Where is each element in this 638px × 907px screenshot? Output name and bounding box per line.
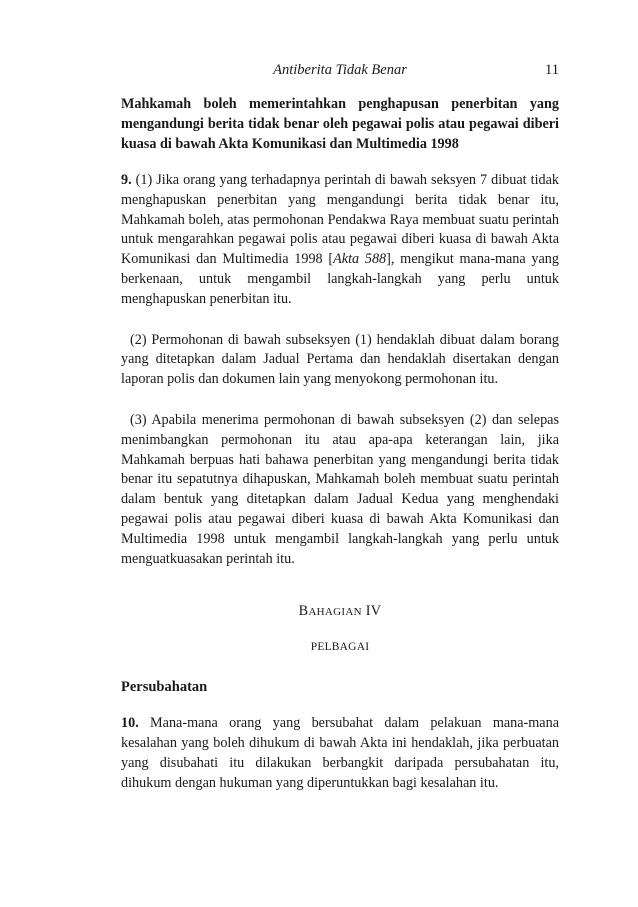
section-10-text: Mana-mana orang yang bersubahat dalam pelakuan mana-mana kesalahan yang boleh dihukum di bawah Akta ini hendaklah, jika perbuatan yang disubahati itu dilakukan berbangkit daripada persubahatan itu, dihukum dengan hukuman yang diperuntukkan bagi kesalahan itu. bbox=[121, 715, 559, 791]
section-9-number: 9. bbox=[121, 172, 132, 188]
act-reference: Akta 588 bbox=[333, 251, 387, 268]
part-title-initial: B bbox=[298, 603, 309, 620]
header-title: Antiberita Tidak Benar bbox=[273, 62, 407, 78]
section-9-subsection-1 bbox=[121, 171, 559, 310]
part-title-rest: AHAGIAN bbox=[308, 606, 362, 619]
section-10-body bbox=[121, 714, 559, 793]
part-subtitle: PELBAGAI bbox=[310, 641, 370, 654]
section-9-subsection-2: (2) Permohonan di bawah subseksyen (1) hendaklah dibuat dalam borang yang ditetapkan dalam Jadual Pertama dan hendaklah disertakan dengan laporan polis dan dokumen lain yang menyokong permohonan itu. bbox=[121, 331, 559, 388]
section-9-heading: Mahkamah boleh memerintahkan penghapusan penerbitan yang mengandungi berita tidak benar oleh pegawai polis atau pegawai diberi kuasa di bawah Akta Komunikasi dan Multimedia 1998 bbox=[121, 96, 559, 152]
subsection-1-text-a: (1) Jika orang yang terhadapnya perintah di bawah seksyen 7 dibuat tidak menghapuskan penerbitan yang mengandungi berita tidak benar itu, Mahkamah boleh, atas permohonan Pendakwa Raya membuat suatu perintah untuk mengarahkan pegawai polis atau pegawai diberi kuasa di bawah Akta Komunikasi dan Multimedia 1998 [ bbox=[121, 172, 559, 268]
part-title bbox=[121, 603, 559, 620]
part-title-number: IV bbox=[365, 603, 382, 620]
subsection-1-text-b: ], mengikut mana-mana yang berkenaan, untuk mengambil langkah-langkah yang perlu untuk menghapuskan penerbitan itu. bbox=[121, 251, 559, 307]
section-10-heading: Persubahatan bbox=[121, 679, 208, 696]
page-number: 11 bbox=[545, 62, 559, 78]
section-10-number: 10. bbox=[121, 715, 139, 732]
section-9-subsection-3: (3) Apabila menerima permohonan di bawah subseksyen (2) dan selepas menimbangkan permohonan itu atau apa-apa keterangan lain, jika Mahkamah berpuas hati bahawa penerbitan yang mengandungi berita tidak benar itu sepatutnya dihapuskan, Mahkamah boleh membuat suatu perintah dalam bentuk yang ditetapkan dalam Jadual Kedua yang menghendaki pegawai polis atau pegawai diberi kuasa di bawah Akta Komunikasi dan Multimedia 1998 untuk mengambil langkah-langkah yang perlu untuk menguatkuasakan perintah itu. bbox=[121, 411, 559, 567]
document-page bbox=[121, 60, 559, 794]
running-header bbox=[121, 60, 559, 82]
